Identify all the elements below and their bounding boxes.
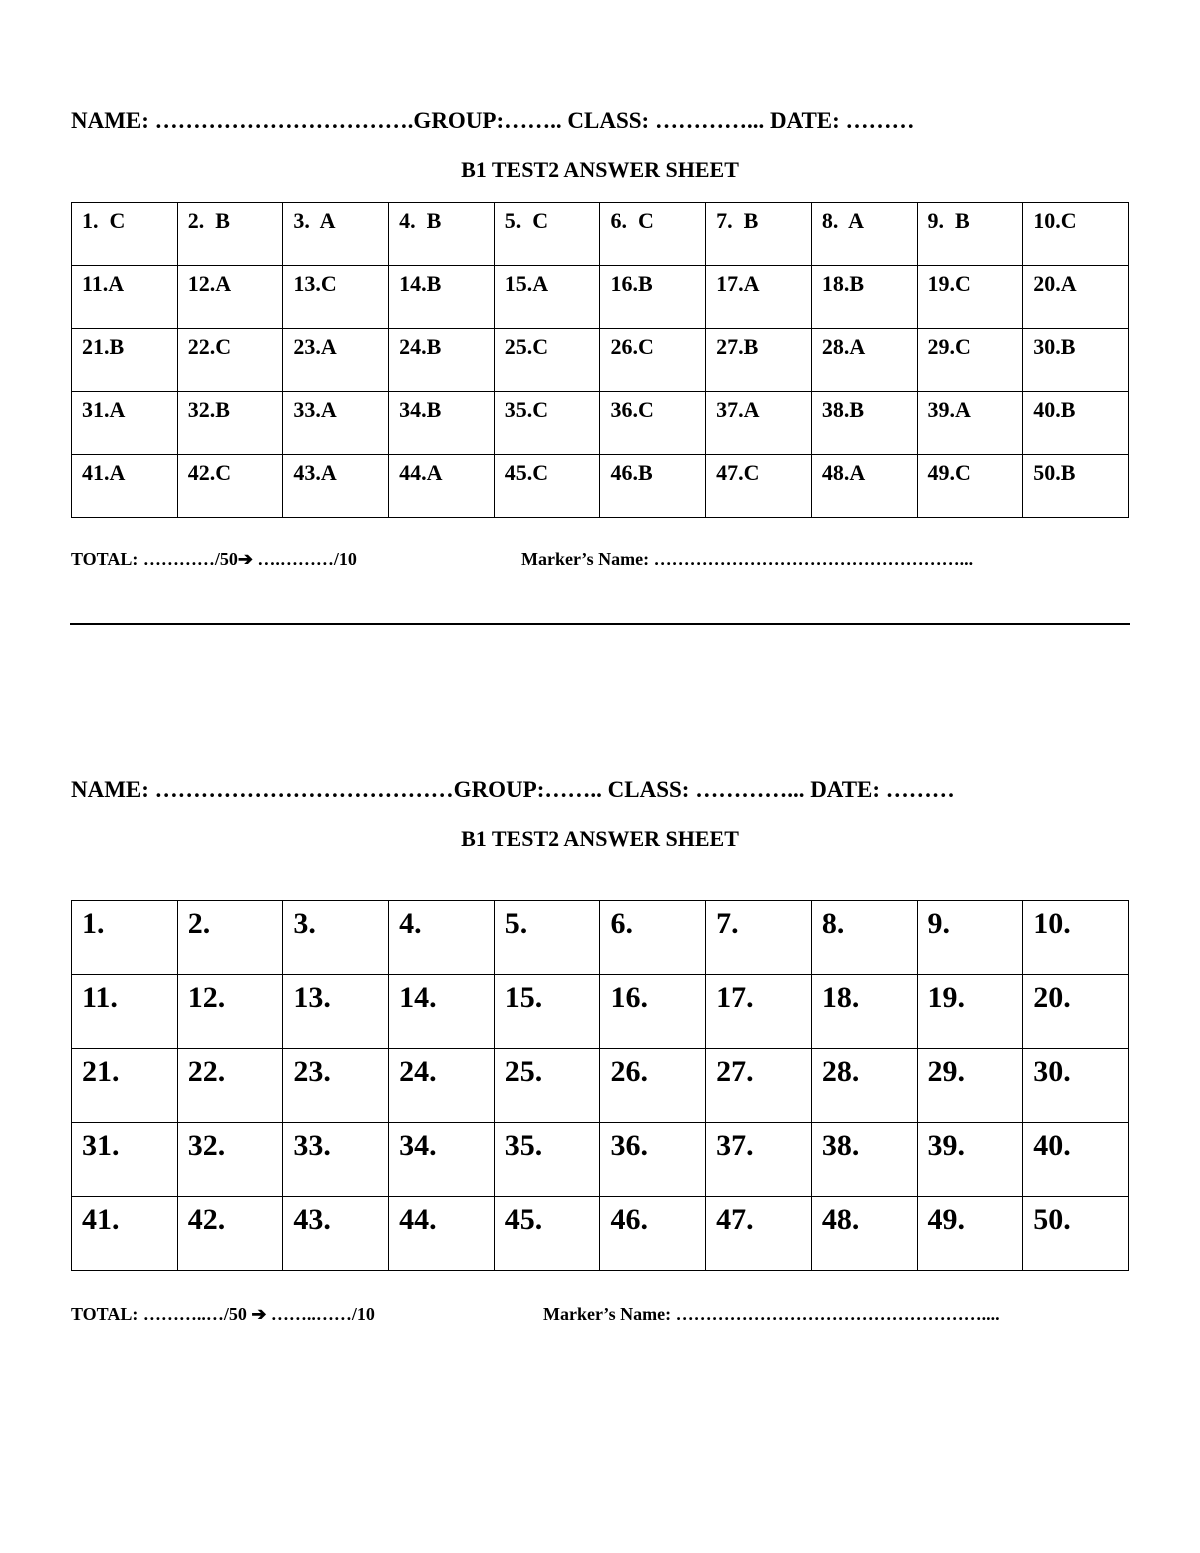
answer-key-cell: 28.A [811, 329, 917, 392]
answer-key-cell: 27.B [706, 329, 812, 392]
answer-key-cell: 25.C [494, 329, 600, 392]
answer-key-cell: 34.B [389, 392, 495, 455]
sheet1-header-fields: NAME: …………………………….GROUP:…….. CLASS: …………... DATE: ……… [71, 108, 915, 133]
answer-key-cell: 38.B [811, 392, 917, 455]
answer-entry-cell: 16. [600, 975, 706, 1049]
answer-entry-cell: 36. [600, 1123, 706, 1197]
table-row [72, 392, 1129, 455]
section-divider [70, 623, 1130, 625]
answer-key-cell: 8. A [811, 203, 917, 266]
answer-key-cell: 12.A [177, 266, 283, 329]
answer-key-cell: 11.A [72, 266, 178, 329]
answer-key-cell: 15.A [494, 266, 600, 329]
answer-entry-cell: 11. [72, 975, 178, 1049]
answer-entry-cell: 33. [283, 1123, 389, 1197]
answer-entry-cell: 47. [706, 1197, 812, 1271]
sheet1-total-line: TOTAL: …………/50➔ ….………/10 [71, 549, 357, 569]
answer-entry-cell: 50. [1023, 1197, 1129, 1271]
answer-key-cell: 43.A [283, 455, 389, 518]
answer-key-cell: 40.B [1023, 392, 1129, 455]
answer-entry-cell: 40. [1023, 1123, 1129, 1197]
answer-entry-cell: 9. [917, 901, 1023, 975]
answer-entry-cell: 42. [177, 1197, 283, 1271]
answer-key-cell: 41.A [72, 455, 178, 518]
answer-key-cell: 4. B [389, 203, 495, 266]
answer-entry-cell: 21. [72, 1049, 178, 1123]
answer-key-cell: 33.A [283, 392, 389, 455]
table-row [72, 455, 1129, 518]
answer-key-cell: 50.B [1023, 455, 1129, 518]
answer-key-cell: 17.A [706, 266, 812, 329]
table-row [72, 1049, 1129, 1123]
answer-key-cell: 22.C [177, 329, 283, 392]
answer-entry-cell: 43. [283, 1197, 389, 1271]
answer-entry-cell: 5. [494, 901, 600, 975]
answer-key-cell: 35.C [494, 392, 600, 455]
answer-entry-cell: 23. [283, 1049, 389, 1123]
table-row [72, 203, 1129, 266]
answer-entry-cell: 22. [177, 1049, 283, 1123]
answer-entry-cell: 41. [72, 1197, 178, 1271]
answer-key-cell: 37.A [706, 392, 812, 455]
answer-entry-cell: 4. [389, 901, 495, 975]
answer-entry-cell: 17. [706, 975, 812, 1049]
answer-entry-cell: 8. [811, 901, 917, 975]
answer-entry-cell: 12. [177, 975, 283, 1049]
answer-key-cell: 9. B [917, 203, 1023, 266]
answer-key-cell: 2. B [177, 203, 283, 266]
table-row [72, 1197, 1129, 1271]
answer-key-cell: 29.C [917, 329, 1023, 392]
answer-entry-cell: 19. [917, 975, 1023, 1049]
answer-key-cell: 20.A [1023, 266, 1129, 329]
answer-entry-cell: 14. [389, 975, 495, 1049]
answer-key-cell: 30.B [1023, 329, 1129, 392]
answer-entry-cell: 38. [811, 1123, 917, 1197]
table-row [72, 329, 1129, 392]
sheet1-marker-name-line: Marker’s Name: ……………………………………………... [521, 549, 974, 569]
answer-key-cell: 39.A [917, 392, 1023, 455]
answer-key-cell: 3. A [283, 203, 389, 266]
answer-key-table [71, 202, 1129, 518]
answer-entry-cell: 49. [917, 1197, 1023, 1271]
answer-key-cell: 32.B [177, 392, 283, 455]
answer-entry-cell: 7. [706, 901, 812, 975]
answer-entry-cell: 37. [706, 1123, 812, 1197]
answer-entry-cell: 48. [811, 1197, 917, 1271]
table-row [72, 901, 1129, 975]
answer-key-cell: 23.A [283, 329, 389, 392]
answer-entry-cell: 20. [1023, 975, 1129, 1049]
answer-entry-cell: 45. [494, 1197, 600, 1271]
answer-key-cell: 26.C [600, 329, 706, 392]
sheet1-title: B1 TEST2 ANSWER SHEET [461, 157, 739, 182]
answer-entry-cell: 10. [1023, 901, 1129, 975]
answer-key-cell: 42.C [177, 455, 283, 518]
sheet2-total-line: TOTAL: ………..…/50 ➔ ……..……/10 [71, 1304, 375, 1324]
blank-answer-table [71, 900, 1129, 1271]
table-row [72, 266, 1129, 329]
answer-key-cell: 47.C [706, 455, 812, 518]
answer-entry-cell: 34. [389, 1123, 495, 1197]
answer-entry-cell: 25. [494, 1049, 600, 1123]
answer-entry-cell: 3. [283, 901, 389, 975]
answer-entry-cell: 24. [389, 1049, 495, 1123]
answer-key-cell: 44.A [389, 455, 495, 518]
answer-entry-cell: 6. [600, 901, 706, 975]
table-row [72, 1123, 1129, 1197]
sheet2-header-fields: NAME: …………………………………GROUP:…….. CLASS: …………... DATE: ……… [71, 777, 955, 802]
answer-key-cell: 7. B [706, 203, 812, 266]
answer-key-cell: 21.B [72, 329, 178, 392]
answer-entry-cell: 30. [1023, 1049, 1129, 1123]
answer-key-cell: 31.A [72, 392, 178, 455]
table-row [72, 975, 1129, 1049]
answer-entry-cell: 31. [72, 1123, 178, 1197]
answer-entry-cell: 13. [283, 975, 389, 1049]
answer-entry-cell: 15. [494, 975, 600, 1049]
answer-key-cell: 36.C [600, 392, 706, 455]
answer-key-cell: 1. C [72, 203, 178, 266]
answer-entry-cell: 27. [706, 1049, 812, 1123]
answer-key-cell: 48.A [811, 455, 917, 518]
answer-key-cell: 24.B [389, 329, 495, 392]
answer-key-cell: 45.C [494, 455, 600, 518]
sheet2-title: B1 TEST2 ANSWER SHEET [461, 826, 739, 851]
answer-key-cell: 19.C [917, 266, 1023, 329]
answer-entry-cell: 39. [917, 1123, 1023, 1197]
answer-key-cell: 49.C [917, 455, 1023, 518]
answer-entry-cell: 32. [177, 1123, 283, 1197]
answer-key-cell: 14.B [389, 266, 495, 329]
answer-entry-cell: 28. [811, 1049, 917, 1123]
answer-key-cell: 6. C [600, 203, 706, 266]
answer-entry-cell: 18. [811, 975, 917, 1049]
answer-entry-cell: 44. [389, 1197, 495, 1271]
answer-entry-cell: 29. [917, 1049, 1023, 1123]
answer-entry-cell: 35. [494, 1123, 600, 1197]
answer-key-cell: 18.B [811, 266, 917, 329]
answer-entry-cell: 2. [177, 901, 283, 975]
answer-key-cell: 13.C [283, 266, 389, 329]
answer-entry-cell: 46. [600, 1197, 706, 1271]
answer-entry-cell: 26. [600, 1049, 706, 1123]
answer-key-cell: 16.B [600, 266, 706, 329]
answer-key-cell: 46.B [600, 455, 706, 518]
answer-key-cell: 10.C [1023, 203, 1129, 266]
answer-entry-cell: 1. [72, 901, 178, 975]
sheet2-marker-name-line: Marker’s Name: …………………………………………….... [543, 1304, 1000, 1324]
answer-key-cell: 5. C [494, 203, 600, 266]
